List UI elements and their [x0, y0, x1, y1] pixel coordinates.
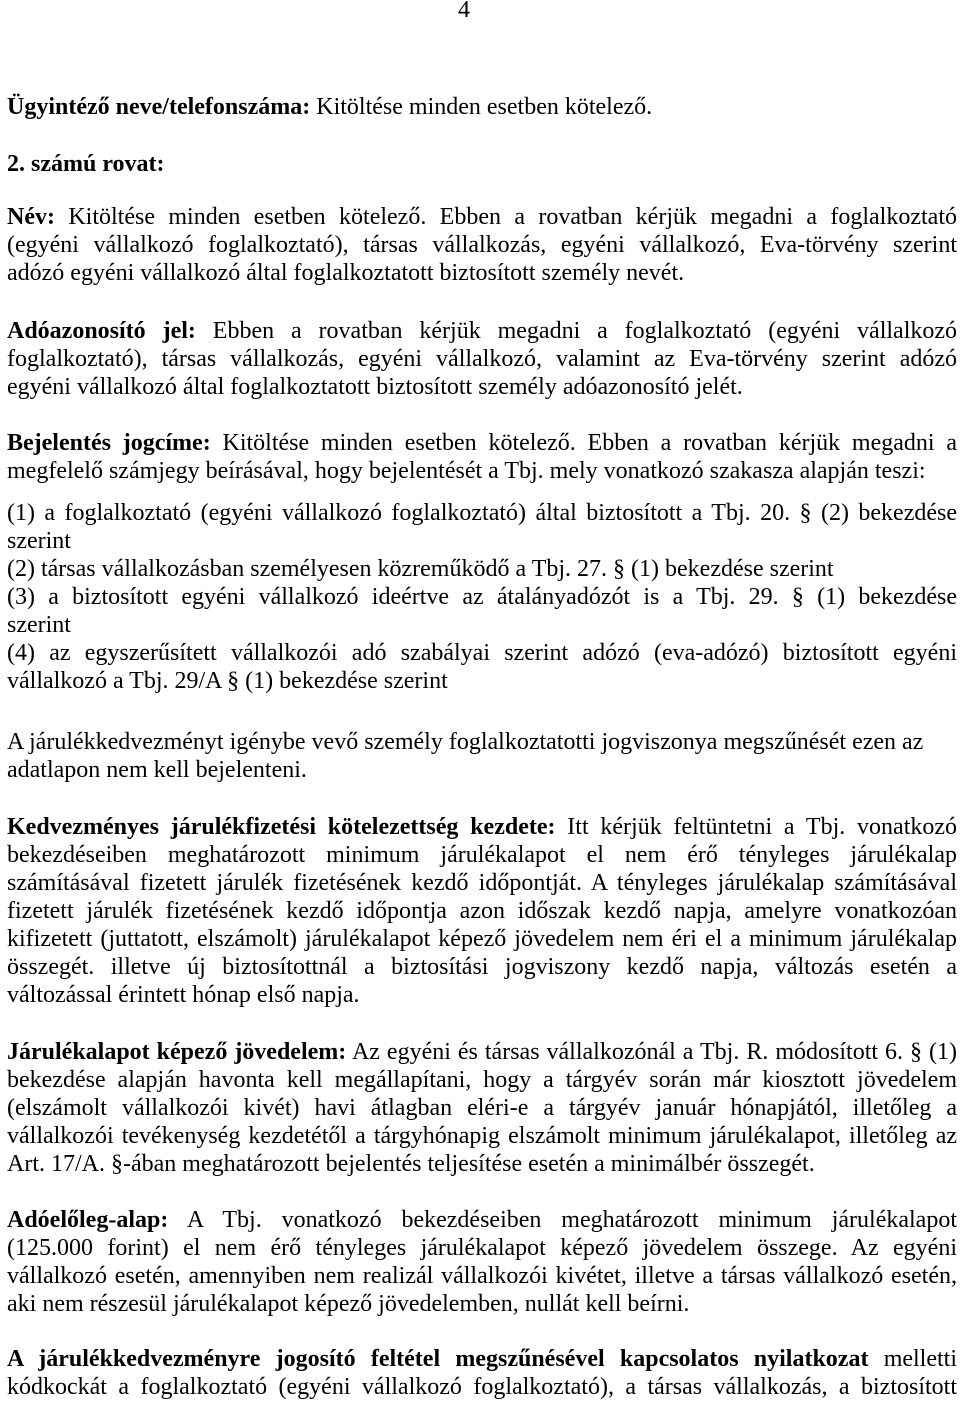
text-line: vállalkozó esetén, amennyiben nem realizál vállalkozói kivétet, illetve a társas vállalkozó esetén,: [7, 1263, 957, 1289]
text-line: változással érintett hónap első napja.: [7, 982, 360, 1008]
text-segment: melletti: [883, 1346, 957, 1372]
text-segment: Kitöltése minden esetben kötelező. Ebben a rovatban kérjük megadni a foglalkoztató: [68, 204, 957, 230]
text-line: (4) az egyszerűsített vállalkozói adó szabályai szerint adózó (eva-adózó) biztosított egyéni: [7, 640, 957, 666]
field-label: Kedvezményes járulékfizetési kötelezettség kezdete:: [7, 814, 556, 840]
field-label: Adóazonosító jel:: [7, 318, 196, 344]
text-line: egyéni vállalkozó által foglalkoztatott biztosított személy adóazonosító jelét.: [7, 374, 743, 400]
field-description: Kitöltése minden esetben kötelező.: [316, 94, 653, 120]
text-segment: Ebben a rovatban kérjük megadni a foglalkoztató (egyéni vállalkozó: [212, 318, 958, 344]
option-3: [7, 583, 957, 639]
text-segment: Az egyéni és társas vállalkozónál a Tbj. R. módosított 6. § (1): [351, 1039, 957, 1065]
termination-declaration-paragraph: [7, 1345, 957, 1401]
text-line: kifizetett (juttatott, elszámolt) járulékalapot képező jövedelem nem éri el a minimum járulékalap: [7, 926, 957, 952]
text-line: (egyéni vállalkozó foglalkoztató), társas vállalkozás, egyéni vállalkozó, Eva-törvény szerint: [7, 232, 957, 258]
text-line: bekezdéseiben meghatározott minimum járulékalapot el nem érő tényleges járulékalap: [7, 842, 957, 868]
field-label: Bejelentés jogcíme:: [7, 430, 211, 456]
text-segment: Itt kérjük feltüntetni a Tbj. vonatkozó: [567, 814, 958, 840]
text-line: [7, 813, 957, 841]
text-segment: Kitöltése minden esetben kötelező. Ebben a rovatban kérjük megadni a: [222, 430, 958, 456]
text-line: összegét. illetve új biztosítottnál a biztosítási jogviszony kezdő napja, változás esetén a: [7, 954, 957, 980]
text-line: számításával fizetett járulék fizetésének kezdő időpontját. A tényleges járulékalap számításával: [7, 870, 957, 896]
field-label: Ügyintéző neve/telefonszáma:: [7, 94, 311, 120]
option-4: [7, 639, 957, 695]
text-line: [7, 1345, 957, 1373]
name-field-paragraph: [7, 203, 957, 287]
text-line: A járulékkedvezményt igénybe vevő személy foglalkoztatotti jogviszonya megszűnését ezen az: [7, 729, 924, 755]
text-line: adatlapon nem kell bejelenteni.: [7, 757, 307, 783]
option-1: [7, 499, 957, 555]
text-line: (3) a biztosított egyéni vállalkozó ideértve az átalányadózót is a Tbj. 29. § (1) bekezdése: [7, 584, 957, 610]
field-label: Név:: [7, 204, 55, 230]
text-line: (2) társas vállalkozásban személyesen közreműködő a Tbj. 27. § (1) bekezdése szerint: [7, 556, 834, 582]
text-line: [7, 1038, 957, 1066]
notice-paragraph: [7, 728, 957, 784]
field-label: Adóelőleg-alap:: [7, 1207, 169, 1233]
page-number: 4: [458, 0, 470, 23]
field-label: A járulékkedvezményre jogosító feltétel megszűnésével kapcsolatos nyilatkozat: [7, 1346, 869, 1372]
tax-id-paragraph: [7, 317, 957, 401]
text-line: szerint: [7, 612, 71, 638]
text-segment: A Tbj. vonatkozó bekezdéseiben meghatározott minimum járulékalapot: [186, 1207, 957, 1233]
section-title-block: [7, 150, 957, 178]
text-line: megfelelő számjegy beírásával, hogy bejelentését a Tbj. mely vonatkozó szakasza alapján teszi:: [7, 458, 926, 484]
text-line: vállalkozói tevékenység kezdetétől a tárgyhónapig elszámolt minimum járulékalapot, illetőleg az: [7, 1123, 957, 1149]
text-line: vállalkozó a Tbj. 29/A § (1) bekezdése szerint: [7, 668, 448, 694]
text-line: szerint: [7, 528, 71, 554]
tax-advance-base-paragraph: [7, 1206, 957, 1318]
text-line: [7, 317, 957, 345]
text-line: [7, 93, 957, 121]
field-label: Járulékalapot képező jövedelem:: [7, 1039, 347, 1065]
text-line: (elszámolt vállalkozói kivét) havi átlagban eléri-e a tárgyév január hónapjától, illetőleg a: [7, 1095, 957, 1121]
text-line: [7, 429, 957, 457]
section-heading: 2. számú rovat:: [7, 151, 165, 177]
legal-basis-options: [7, 499, 957, 695]
text-line: bekezdése alapján havonta kell megállapítani, hogy a tárgyév során már kiosztott jövedelem: [7, 1067, 957, 1093]
text-line: aki nem részesül járulékalapot képező jövedelemben, nullát kell beírni.: [7, 1291, 690, 1317]
option-2: [7, 555, 957, 583]
case-officer-paragraph: [7, 93, 957, 121]
contribution-base-income-paragraph: [7, 1038, 957, 1178]
text-line: Art. 17/A. §-ában meghatározott bejelentés teljesítése esetén a minimálbér összegét.: [7, 1151, 815, 1177]
text-line: fizetett járulék fizetésének kezdő időpontja azon időszak kezdő napja, amelyre vonatkozóan: [7, 898, 957, 924]
legal-basis-paragraph: [7, 429, 957, 485]
text-line: (125.000 forint) el nem érő tényleges járulékalapot képező jövedelem összege. Az egyéni: [7, 1235, 957, 1261]
text-line: foglalkoztató), társas vállalkozás, egyéni vállalkozó, valamint az Eva-törvény szerint adózó: [7, 346, 957, 372]
text-line: [7, 1206, 957, 1234]
text-line: kódkockát a foglalkoztató (egyéni vállalkozó foglalkoztató), a társas vállalkozás, a biztosított: [7, 1374, 957, 1400]
reduced-contribution-start-paragraph: [7, 813, 957, 1009]
text-line: adózó egyéni vállalkozó által foglalkoztatott biztosított személy nevét.: [7, 260, 685, 286]
text-line: (1) a foglalkoztató (egyéni vállalkozó foglalkoztató) által biztosított a Tbj. 20. § (2) bekezdése: [7, 500, 957, 526]
text-line: [7, 203, 957, 231]
